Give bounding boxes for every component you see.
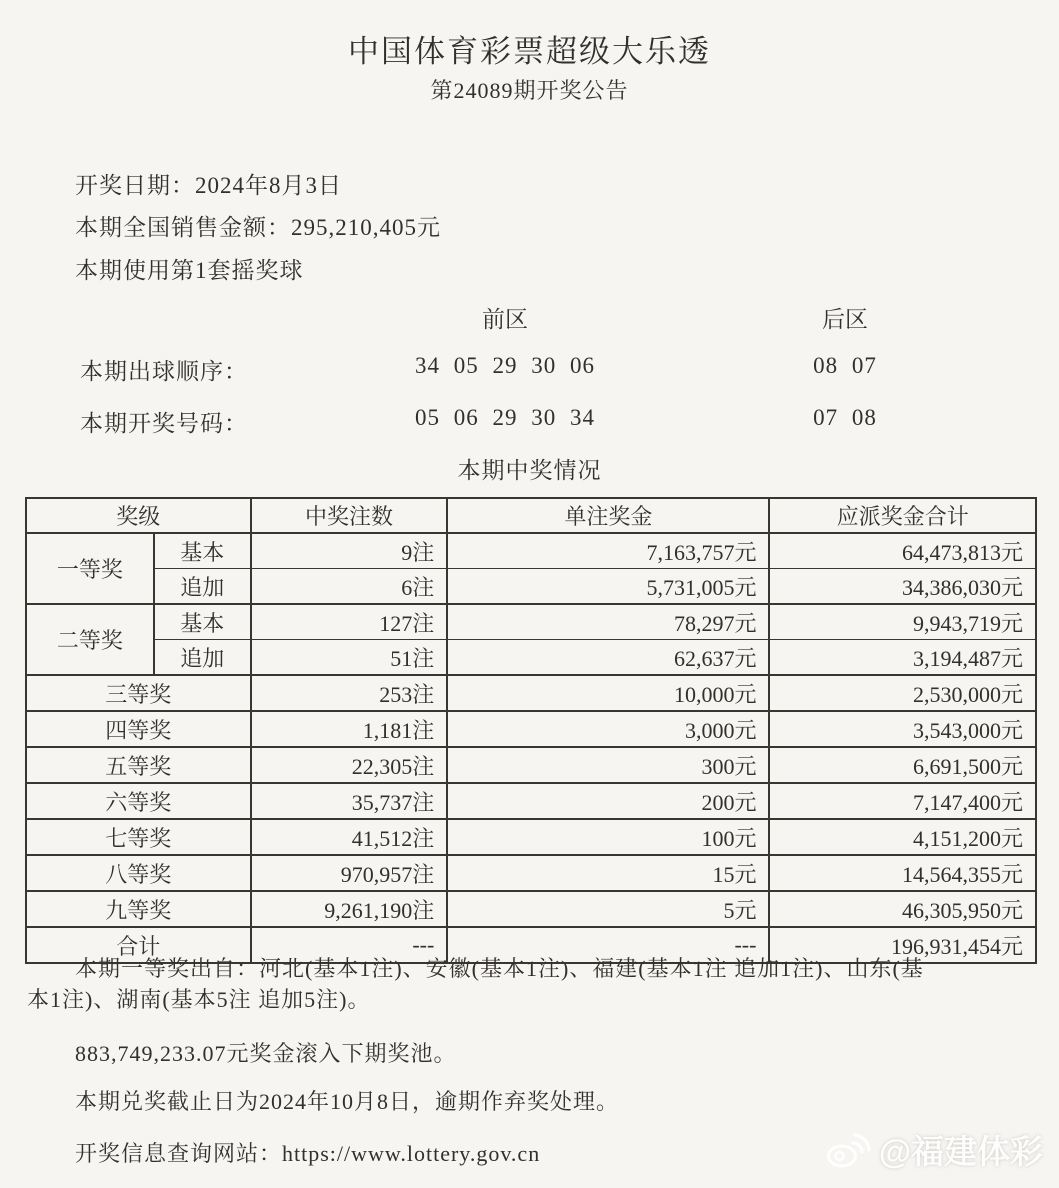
table-cell: 46,305,950元 bbox=[769, 891, 1036, 927]
table-cell: 300元 bbox=[447, 747, 769, 783]
rollover-note: 883,749,233.07元奖金滚入下期奖池。 bbox=[75, 1041, 457, 1066]
table-row bbox=[26, 747, 1036, 783]
table-row bbox=[26, 533, 1036, 569]
back-zone-label: 后区 bbox=[822, 307, 868, 332]
website-note: 开奖信息查询网站：https://www.lottery.gov.cn bbox=[75, 1141, 541, 1166]
prize-level: 四等奖 bbox=[26, 711, 251, 747]
prize-level: 五等奖 bbox=[26, 747, 251, 783]
prize-level: 八等奖 bbox=[26, 855, 251, 891]
table-row bbox=[26, 569, 1036, 605]
prize-subtype: 基本 bbox=[154, 533, 251, 569]
ball-order-label: 本期出球顺序： bbox=[80, 359, 248, 384]
prize-level: 九等奖 bbox=[26, 891, 251, 927]
column-header: 中奖注数 bbox=[251, 498, 448, 533]
table-cell: 3,194,487元 bbox=[769, 640, 1036, 676]
table-cell: 970,957注 bbox=[251, 855, 448, 891]
prize-level: 六等奖 bbox=[26, 783, 251, 819]
note-line: 本期一等奖出自：河北(基本1注)、安徽(基本1注)、福建(基本1注 追加1注)、山东(基 bbox=[75, 956, 924, 981]
table-cell: 5元 bbox=[447, 891, 769, 927]
table-cell: 4,151,200元 bbox=[769, 819, 1036, 855]
table-row bbox=[26, 675, 1036, 711]
claim-deadline-note: 本期兑奖截止日为2024年10月8日，逾期作弃奖处理。 bbox=[75, 1089, 620, 1114]
table-cell: 127注 bbox=[251, 604, 448, 640]
prize-level: 七等奖 bbox=[26, 819, 251, 855]
table-row bbox=[26, 855, 1036, 891]
column-header: 单注奖金 bbox=[447, 498, 769, 533]
prize-subtype: 追加 bbox=[154, 640, 251, 676]
prize-level: 一等奖 bbox=[26, 533, 154, 604]
ball-order-front-numbers: 34 05 29 30 06 bbox=[415, 353, 595, 378]
table-row bbox=[26, 783, 1036, 819]
table-cell: 14,564,355元 bbox=[769, 855, 1036, 891]
weibo-icon bbox=[825, 1130, 871, 1170]
prize-subtype: 基本 bbox=[154, 604, 251, 640]
table-row bbox=[26, 640, 1036, 676]
table-cell: --- bbox=[447, 927, 769, 963]
table-row bbox=[26, 711, 1036, 747]
winning-front-numbers: 05 06 29 30 34 bbox=[415, 405, 595, 430]
winning-numbers-label: 本期开奖号码： bbox=[80, 411, 248, 436]
table-cell: 15元 bbox=[447, 855, 769, 891]
prize-subtype: 追加 bbox=[154, 569, 251, 605]
table-cell: 6,691,500元 bbox=[769, 747, 1036, 783]
table-cell: 41,512注 bbox=[251, 819, 448, 855]
prize-level: 二等奖 bbox=[26, 604, 154, 675]
page-subtitle: 第24089期开奖公告 bbox=[430, 78, 629, 103]
table-cell: 34,386,030元 bbox=[769, 569, 1036, 605]
column-header: 奖级 bbox=[26, 498, 251, 533]
front-zone-label: 前区 bbox=[482, 307, 528, 332]
ball-set-line: 本期使用第1套摇奖球 bbox=[75, 258, 304, 283]
table-cell: 5,731,005元 bbox=[447, 569, 769, 605]
table-cell: 1,181注 bbox=[251, 711, 448, 747]
sales-amount-line: 本期全国销售金额：295,210,405元 bbox=[75, 215, 441, 240]
table-cell: 196,931,454元 bbox=[769, 927, 1036, 963]
watermark bbox=[825, 1126, 1043, 1173]
column-header: 应派奖金合计 bbox=[769, 498, 1036, 533]
table-cell: 9注 bbox=[251, 533, 448, 569]
table-cell: 6注 bbox=[251, 569, 448, 605]
table-cell: 9,943,719元 bbox=[769, 604, 1036, 640]
table-row bbox=[26, 819, 1036, 855]
table-cell: 3,000元 bbox=[447, 711, 769, 747]
table-cell: 253注 bbox=[251, 675, 448, 711]
note-line: 本1注)、湖南(基本5注 追加5注)。 bbox=[27, 987, 371, 1012]
prize-table-title: 本期中奖情况 bbox=[457, 458, 602, 483]
table-cell: 3,543,000元 bbox=[769, 711, 1036, 747]
page-title: 中国体育彩票超级大乐透 bbox=[348, 34, 711, 69]
table-cell: 64,473,813元 bbox=[769, 533, 1036, 569]
watermark-handle: @福建体彩 bbox=[878, 1133, 1043, 1170]
first-prize-provinces-note bbox=[27, 953, 1035, 1015]
winning-back-numbers: 07 08 bbox=[813, 405, 877, 430]
table-cell: 2,530,000元 bbox=[769, 675, 1036, 711]
table-row bbox=[26, 604, 1036, 640]
table-cell: 7,163,757元 bbox=[447, 533, 769, 569]
prize-table bbox=[25, 497, 1037, 964]
table-cell: 22,305注 bbox=[251, 747, 448, 783]
table-cell: 62,637元 bbox=[447, 640, 769, 676]
table-cell: 7,147,400元 bbox=[769, 783, 1036, 819]
table-cell: 200元 bbox=[447, 783, 769, 819]
table-cell: 10,000元 bbox=[447, 675, 769, 711]
ball-order-back-numbers: 08 07 bbox=[813, 353, 877, 378]
draw-date-line: 开奖日期：2024年8月3日 bbox=[75, 173, 342, 198]
table-cell: 78,297元 bbox=[447, 604, 769, 640]
table-cell: 9,261,190注 bbox=[251, 891, 448, 927]
prize-level: 三等奖 bbox=[26, 675, 251, 711]
table-cell: 100元 bbox=[447, 819, 769, 855]
table-cell: 51注 bbox=[251, 640, 448, 676]
table-row bbox=[26, 891, 1036, 927]
table-cell: 35,737注 bbox=[251, 783, 448, 819]
table-cell: --- bbox=[251, 927, 448, 963]
prize-level-total: 合计 bbox=[26, 927, 251, 963]
